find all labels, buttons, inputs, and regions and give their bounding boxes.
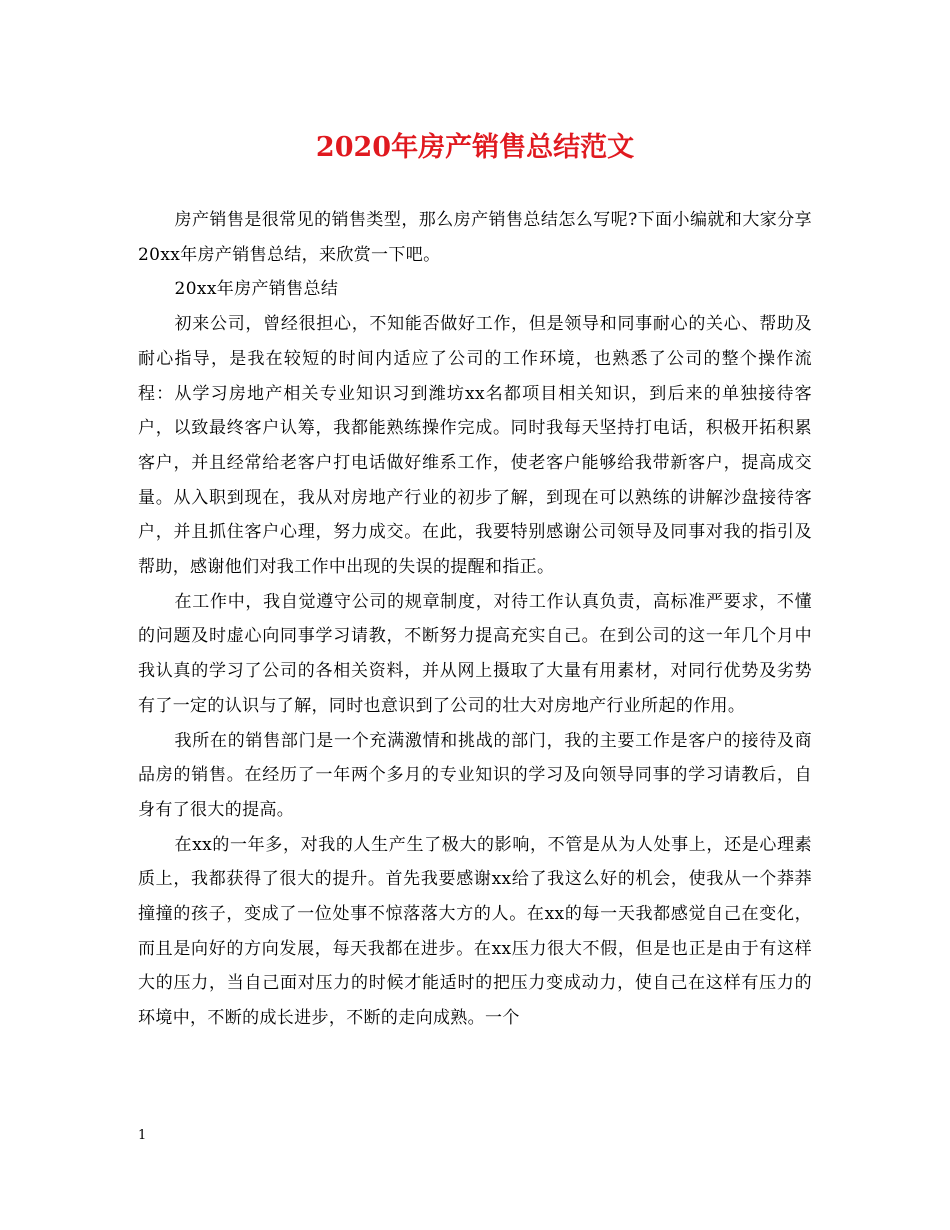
paragraph-body: 我所在的销售部门是一个充满激情和挑战的部门，我的主要工作是客户的接待及商品房的销售。在经历了一年两个多月的专业知识的学习及向领导同事的学习请教后，自身有了很大的提高。 xyxy=(138,730,812,820)
page-number: 1 xyxy=(138,1128,147,1143)
document-title: 2020年房产销售总结范文 xyxy=(315,132,635,163)
paragraph-body: 在工作中，我自觉遵守公司的规章制度，对待工作认真负责，高标准严要求，不懂的问题及时虚心向同事学习请教，不断努力提高充实自己。在到公司的这一年几个月中我认真的学习了公司的各相关资料，并从网上摄取了大量有用素材，对同行优势及劣势有了一定的认识与了解，同时也意识到了公司的壮大对房地产行业所起的作用。 xyxy=(138,591,812,716)
paragraph-body: 在xx的一年多，对我的人生产生了极大的影响，不管是从为人处事上，还是心理素质上，我都获得了很大的提升。首先我要感谢xx给了我这么好的机会，使我从一个莽莽撞撞的孩子，变成了一位处事不惊落落大方的人。在xx的每一天我都感觉自己在变化，而且是向好的方向发展，每天我都在进步。在xx压力很大不假，但是也正是由于有这样大的压力，当自己面对压力的时候才能适时的把压力变成动力，使自己在这样有压力的环境中，不断的成长进步，不断的走向成熟。一个 xyxy=(138,834,812,1029)
paragraph-intro: 房产销售是很常见的销售类型，那么房产销售总结怎么写呢?下面小编就和大家分享20xx年房产销售总结，来欣赏一下吧。 xyxy=(138,210,812,265)
paragraph-body: 初来公司，曾经很担心，不知能否做好工作，但是领导和同事耐心的关心、帮助及耐心指导，是我在较短的时间内适应了公司的工作环境，也熟悉了公司的整个操作流程：从学习房地产相关专业知识习到潍坊xx名都项目相关知识，到后来的单独接待客户，以致最终客户认筹，我都能熟练操作完成。同时我每天坚持打电话，积极开拓积累客户，并且经常给老客户打电话做好维系工作，使老客户能够给我带新客户，提高成交量。从入职到现在，我从对房地产行业的初步了解，到现在可以熟练的讲解沙盘接待客户，并且抓住客户心理，努力成交。在此，我要特别感谢公司领导及同事对我的指引及帮助，感谢他们对我工作中出现的失误的提醒和指正。 xyxy=(138,314,812,578)
document-body xyxy=(138,203,812,1036)
paragraph-subtitle: 20xx年房产销售总结 xyxy=(174,279,339,300)
